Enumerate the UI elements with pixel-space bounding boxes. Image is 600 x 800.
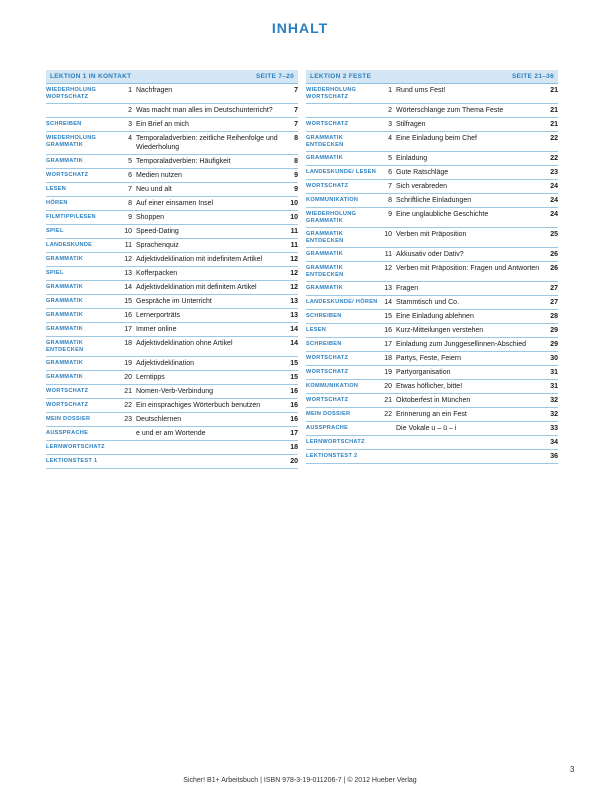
toc-number: 16 <box>384 327 392 334</box>
toc-number: 1 <box>128 87 132 94</box>
toc-page: 20 <box>290 458 298 465</box>
toc-title: Verben mit Präposition <box>396 231 467 238</box>
toc-title <box>396 438 542 447</box>
toc-category: GRAMMATIK ENTDECKEN <box>306 265 344 278</box>
toc-title: Stilfragen <box>396 121 426 128</box>
toc-page: 21 <box>550 87 558 94</box>
toc-row <box>46 253 298 267</box>
lesson-1-rows <box>46 84 298 469</box>
toc-number: 5 <box>128 158 132 165</box>
toc-row <box>306 104 558 118</box>
lesson-2-rows <box>306 84 558 464</box>
toc-category: AUSSPRACHE <box>306 425 349 431</box>
toc-title: Adjektivdeklination mit definitem Artikel <box>136 284 257 291</box>
toc-number: 6 <box>128 172 132 179</box>
toc-row <box>46 211 298 225</box>
toc-category <box>306 106 378 115</box>
toc-page: 32 <box>550 411 558 418</box>
toc-row <box>46 169 298 183</box>
toc-number: 10 <box>384 231 392 238</box>
toc-page: 34 <box>550 439 558 446</box>
toc-page: 7 <box>294 87 298 94</box>
toc-title: Adjektivdeklination <box>136 360 194 367</box>
toc-number: 20 <box>384 383 392 390</box>
toc-title: Akkusativ oder Dativ? <box>396 251 464 258</box>
toc-title: Rund ums Fest! <box>396 87 446 94</box>
toc-title: Speed-Dating <box>136 228 179 235</box>
toc-number: 12 <box>124 256 132 263</box>
toc-title: Medien nutzen <box>136 172 182 179</box>
toc-number <box>118 429 136 438</box>
toc-title: Immer online <box>136 326 177 333</box>
toc-number: 18 <box>384 355 392 362</box>
toc-number: 2 <box>388 107 392 114</box>
toc-page: 24 <box>550 211 558 218</box>
toc-page: 21 <box>550 121 558 128</box>
toc-row <box>306 352 558 366</box>
toc-row <box>46 239 298 253</box>
toc-row <box>46 118 298 132</box>
toc-page: 8 <box>294 158 298 165</box>
toc-title: Neu und alt <box>136 186 172 193</box>
toc-title: Oktoberfest in München <box>396 397 471 404</box>
toc-page: 16 <box>290 402 298 409</box>
toc-category: KOMMUNIKATION <box>306 383 359 389</box>
toc-title: Adjektivdeklination ohne Artikel <box>136 340 233 347</box>
toc-category: GRAMMATIK ENTDECKEN <box>46 340 84 353</box>
toc-category: GRAMMATIK <box>46 284 84 290</box>
toc-category: LESEN <box>306 327 327 333</box>
toc-title: Einladung <box>396 155 428 162</box>
toc-title: Ein Brief an mich <box>136 121 189 128</box>
toc-number: 4 <box>128 135 132 142</box>
toc-number <box>118 457 136 466</box>
toc-title: Verben mit Präposition: Fragen und Antworten <box>396 265 540 272</box>
toc-page: 27 <box>550 299 558 306</box>
toc-page: 10 <box>290 214 298 221</box>
toc-row <box>46 323 298 337</box>
toc-title: Lerntipps <box>136 374 165 381</box>
toc-category: GRAMMATIK ENTDECKEN <box>306 135 344 148</box>
toc-category: LERNWORTSCHATZ <box>46 444 105 450</box>
toc-row <box>46 281 298 295</box>
lesson-1-header <box>46 70 298 84</box>
toc-title: Shoppen <box>136 214 165 221</box>
toc-page: 8 <box>294 135 298 142</box>
toc-row <box>306 366 558 380</box>
toc-number <box>378 438 396 447</box>
toc-row <box>306 282 558 296</box>
toc-category: SCHREIBEN <box>306 313 342 319</box>
toc-category: WORTSCHATZ <box>306 183 349 189</box>
toc-title: Partyorganisation <box>396 369 451 376</box>
toc-category: LANDESKUNDE <box>46 242 93 248</box>
toc-number: 21 <box>384 397 392 404</box>
toc-title: Lernerporträts <box>136 312 180 319</box>
toc-page: 15 <box>290 360 298 367</box>
toc-title: Einladung zum Junggesellinnen-Abschied <box>396 341 526 348</box>
toc-row <box>306 208 558 228</box>
toc-number: 8 <box>128 200 132 207</box>
toc-category: WORTSCHATZ <box>46 388 89 394</box>
toc-title: Sich verabreden <box>396 183 447 190</box>
toc-row <box>46 399 298 413</box>
toc-page: 9 <box>294 172 298 179</box>
toc-page: 14 <box>290 340 298 347</box>
toc-page: 30 <box>550 355 558 362</box>
toc-title: Gespräche im Unterricht <box>136 298 212 305</box>
toc-page: 23 <box>550 169 558 176</box>
toc-number: 19 <box>124 360 132 367</box>
toc-number: 9 <box>388 211 392 218</box>
toc-row <box>46 441 298 455</box>
toc-row <box>46 197 298 211</box>
toc-category: WIEDERHOLUNG GRAMMATIK <box>46 135 97 148</box>
toc-title: Temporaladverbien: Häufigkeit <box>136 158 231 165</box>
toc-page: 31 <box>550 369 558 376</box>
toc-number <box>378 424 396 433</box>
toc-number: 13 <box>384 285 392 292</box>
toc-page: 29 <box>550 327 558 334</box>
toc-category: GRAMMATIK <box>46 256 84 262</box>
toc-number: 2 <box>128 107 132 114</box>
toc-title: Etwas höflicher, bitte! <box>396 383 463 390</box>
toc-number: 14 <box>384 299 392 306</box>
toc-title: Nomen-Verb-Verbindung <box>136 388 214 395</box>
toc-category: GRAMMATIK <box>46 360 84 366</box>
toc-number: 9 <box>128 214 132 221</box>
toc-row <box>46 155 298 169</box>
toc-page: 13 <box>290 312 298 319</box>
toc-category: HÖREN <box>46 200 68 206</box>
toc-title: Gute Ratschläge <box>396 169 449 176</box>
toc-number: 21 <box>124 388 132 395</box>
toc-page: 22 <box>550 135 558 142</box>
toc-title: Eine Einladung beim Chef <box>396 135 477 142</box>
toc-category: WIEDERHOLUNG WORTSCHATZ <box>46 87 97 100</box>
toc-number <box>378 452 396 461</box>
toc-page: 24 <box>550 197 558 204</box>
lesson-2-pages: SEITE 21–36 <box>512 73 554 80</box>
lesson-2-header <box>306 70 558 84</box>
toc-number: 23 <box>124 416 132 423</box>
toc-title <box>136 457 282 466</box>
toc-category: LANDESKUNDE/ LESEN <box>306 169 377 175</box>
toc-title: Partys, Feste, Feiern <box>396 355 461 362</box>
toc-title: Temporaladverbien: zeitliche Reihenfolge und Wiederholung <box>136 135 278 151</box>
toc-title: Nachfragen <box>136 87 173 94</box>
toc-title: Sprachenquiz <box>136 242 179 249</box>
toc-page: 12 <box>290 256 298 263</box>
toc-title: Ein einsprachiges Wörterbuch benutzen <box>136 402 261 409</box>
toc-title: Kofferpacken <box>136 270 178 277</box>
toc-row <box>306 436 558 450</box>
toc-page: 10 <box>290 200 298 207</box>
toc-number: 7 <box>388 183 392 190</box>
toc-page: 31 <box>550 383 558 390</box>
toc-category: WIEDERHOLUNG GRAMMATIK <box>306 211 357 224</box>
toc-row <box>46 84 298 104</box>
toc-number: 13 <box>124 270 132 277</box>
toc-number: 19 <box>384 369 392 376</box>
toc-number: 4 <box>388 135 392 142</box>
toc-row <box>46 104 298 118</box>
toc-page: 33 <box>550 425 558 432</box>
toc-row <box>306 166 558 180</box>
toc-category: GRAMMATIK <box>46 158 84 164</box>
toc-category: WIEDERHOLUNG WORTSCHATZ <box>306 87 357 100</box>
page-number: 3 <box>570 765 575 774</box>
toc-page: 29 <box>550 341 558 348</box>
toc-page: 7 <box>294 107 298 114</box>
toc-page: 16 <box>290 416 298 423</box>
toc-title: Die Vokale u – ü – i <box>396 425 457 432</box>
toc-title: Stammtisch und Co. <box>396 299 460 306</box>
toc-row <box>306 338 558 352</box>
toc-page: 12 <box>290 284 298 291</box>
lesson-1-title: LEKTION 1 IN KONTAKT <box>50 73 132 80</box>
lesson-1-column <box>46 70 298 469</box>
toc-page: 11 <box>290 228 298 235</box>
toc-row <box>306 310 558 324</box>
toc-category: SCHREIBEN <box>306 341 342 347</box>
toc-page: 26 <box>550 251 558 258</box>
toc-page: 28 <box>550 313 558 320</box>
toc-row <box>306 84 558 104</box>
toc-title: Adjektivdeklination mit indefinitem Artikel <box>136 256 263 263</box>
toc-category: GRAMMATIK <box>306 285 344 291</box>
toc-number: 22 <box>384 411 392 418</box>
toc-page: 24 <box>550 183 558 190</box>
toc-title <box>396 452 542 461</box>
footer: Sicher! B1+ Arbeitsbuch | ISBN 978-3-19-011206-7 | © 2012 Hueber Verlag <box>183 777 417 784</box>
toc-category: LEKTIONSTEST 2 <box>306 453 358 459</box>
toc-row <box>46 337 298 357</box>
toc-page: 15 <box>290 374 298 381</box>
toc-category: GRAMMATIK <box>306 251 344 257</box>
lesson-2-title: LEKTION 2 FESTE <box>310 73 372 80</box>
toc-row <box>46 225 298 239</box>
toc-page: 18 <box>290 444 298 451</box>
toc-category: MEIN DOSSIER <box>46 416 91 422</box>
toc-row <box>306 248 558 262</box>
toc-title: Auf einer einsamen Insel <box>136 200 214 207</box>
toc-number: 20 <box>124 374 132 381</box>
toc-category <box>46 106 118 115</box>
toc-page: 17 <box>290 430 298 437</box>
toc-page: 22 <box>550 155 558 162</box>
toc-category: SPIEL <box>46 228 64 234</box>
toc-row <box>306 262 558 282</box>
toc-number: 14 <box>124 284 132 291</box>
toc-category: WORTSCHATZ <box>306 397 349 403</box>
toc-page: 16 <box>290 388 298 395</box>
toc-title <box>136 443 282 452</box>
toc-category: LESEN <box>46 186 67 192</box>
toc-category: GRAMMATIK <box>46 312 84 318</box>
toc-row <box>46 132 298 155</box>
toc-row <box>46 427 298 441</box>
toc-row <box>46 371 298 385</box>
toc-page: 26 <box>550 265 558 272</box>
toc-row <box>46 413 298 427</box>
toc-category: LANDESKUNDE/ HÖREN <box>306 299 378 305</box>
toc-row <box>306 394 558 408</box>
toc-row <box>306 422 558 436</box>
toc-title: Deutschlernen <box>136 416 182 423</box>
toc-row <box>306 180 558 194</box>
toc-number: 22 <box>124 402 132 409</box>
toc-category: SCHREIBEN <box>46 121 82 127</box>
toc-category: LERNWORTSCHATZ <box>306 439 365 445</box>
toc-number: 15 <box>384 313 392 320</box>
toc-row <box>306 380 558 394</box>
toc-row <box>306 296 558 310</box>
toc-row <box>306 194 558 208</box>
toc-number: 16 <box>124 312 132 319</box>
toc-category: GRAMMATIK <box>306 155 344 161</box>
toc-row <box>46 357 298 371</box>
toc-title: Eine Einladung ablehnen <box>396 313 474 320</box>
page-title: INHALT <box>271 20 329 36</box>
toc-page: 32 <box>550 397 558 404</box>
toc-category: LEKTIONSTEST 1 <box>46 458 98 464</box>
toc-number: 3 <box>388 121 392 128</box>
toc-category: WORTSCHATZ <box>306 355 349 361</box>
lesson-1-pages: SEITE 7–20 <box>255 73 294 80</box>
toc-category: WORTSCHATZ <box>306 121 349 127</box>
lesson-2-column <box>306 70 558 464</box>
toc-page: 21 <box>550 107 558 114</box>
toc-number: 15 <box>124 298 132 305</box>
toc-number: 7 <box>128 186 132 193</box>
toc-title: e und er am Wortende <box>136 430 206 437</box>
toc-page: 14 <box>290 326 298 333</box>
toc-row <box>306 324 558 338</box>
toc-number: 10 <box>124 228 132 235</box>
toc-category: GRAMMATIK <box>46 374 84 380</box>
toc-page: 36 <box>550 453 558 460</box>
toc-page: 7 <box>294 121 298 128</box>
toc-category: GRAMMATIK ENTDECKEN <box>306 231 344 244</box>
toc-row <box>46 183 298 197</box>
toc-number: 11 <box>384 251 392 258</box>
toc-row <box>306 450 558 464</box>
toc-number <box>118 443 136 452</box>
toc-category: SPIEL <box>46 270 64 276</box>
toc-row <box>46 309 298 323</box>
toc-category: GRAMMATIK <box>46 298 84 304</box>
toc-category: FILMTIPP/LESEN <box>46 214 96 220</box>
toc-page: 12 <box>290 270 298 277</box>
toc-title: Schriftliche Einladungen <box>396 197 472 204</box>
toc-page: 25 <box>550 231 558 238</box>
toc-number: 12 <box>384 265 392 272</box>
toc-page: 11 <box>290 242 298 249</box>
toc-title: Kurz-Mitteilungen verstehen <box>396 327 484 334</box>
toc-number: 17 <box>124 326 132 333</box>
toc-category: WORTSCHATZ <box>306 369 349 375</box>
toc-category: WORTSCHATZ <box>46 402 89 408</box>
toc-number: 6 <box>388 169 392 176</box>
toc-number: 3 <box>128 121 132 128</box>
toc-number: 18 <box>124 340 132 347</box>
toc-row <box>46 267 298 281</box>
toc-number: 17 <box>384 341 392 348</box>
toc-row <box>306 152 558 166</box>
toc-number: 11 <box>124 242 132 249</box>
toc-row <box>306 408 558 422</box>
toc-row <box>46 455 298 469</box>
toc-title: Erinnerung an ein Fest <box>396 411 467 418</box>
toc-title: Fragen <box>396 285 419 292</box>
toc-title: Eine unglaubliche Geschichte <box>396 211 489 218</box>
toc-category: WORTSCHATZ <box>46 172 89 178</box>
toc-row <box>306 132 558 152</box>
toc-page: 9 <box>294 186 298 193</box>
toc-category: AUSSPRACHE <box>46 430 89 436</box>
toc-row <box>46 295 298 309</box>
toc-row <box>46 385 298 399</box>
toc-title: Wörterschlange zum Thema Feste <box>396 107 504 114</box>
toc-title: Was macht man alles im Deutschunterricht? <box>136 107 273 114</box>
toc-number: 1 <box>388 87 392 94</box>
toc-row <box>306 118 558 132</box>
toc-number: 8 <box>388 197 392 204</box>
toc-row <box>306 228 558 248</box>
toc-category: GRAMMATIK <box>46 326 84 332</box>
toc-category: KOMMUNIKATION <box>306 197 359 203</box>
toc-number: 5 <box>388 155 392 162</box>
toc-category: MEIN DOSSIER <box>306 411 351 417</box>
toc-page: 27 <box>550 285 558 292</box>
toc-page: 13 <box>290 298 298 305</box>
